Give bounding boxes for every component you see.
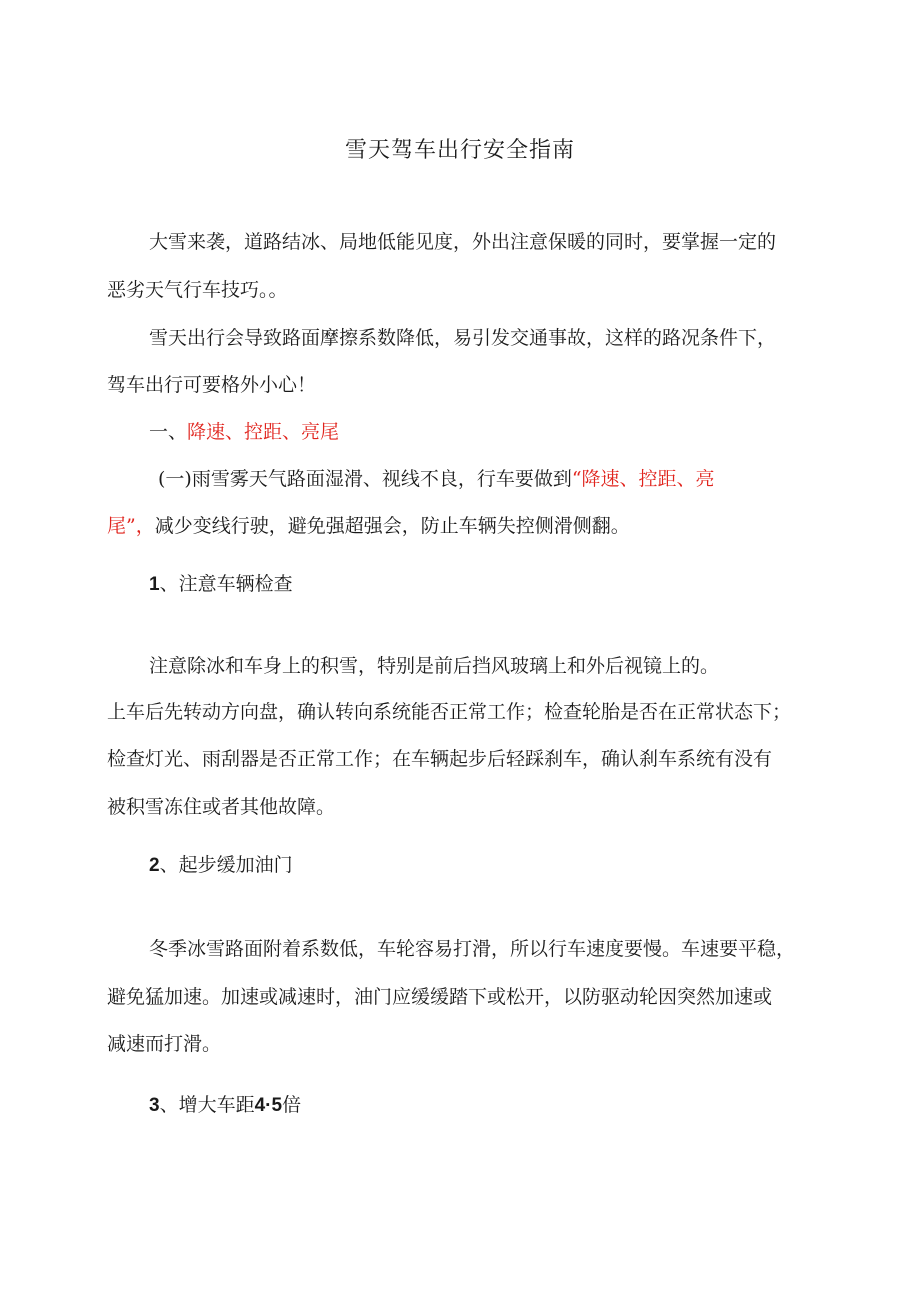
item1-heading (149, 572, 293, 597)
section1-prefix: 一、 (149, 421, 188, 443)
subsection1-lead: (一)雨雪雾天气路面湿滑、视线不良，行车要做到 (158, 468, 572, 490)
item2-para-line-1: 冬季冰雪路面附着系数低，车轮容易打滑，所以行车速度要慢。车速要平稳， (149, 938, 796, 960)
para2-line-2: 驾车出行可要格外小心！ (107, 374, 317, 396)
item3-title-a: 、增大车距 (159, 1094, 255, 1116)
item3-number: 3 (149, 1095, 160, 1116)
item1-para-line-1: 注意除冰和车身上的积雪，特别是前后挡风玻璃上和外后视镜上的。 (149, 655, 720, 677)
page-title: 雪天驾车出行安全指南 (344, 138, 575, 163)
item2-title: 、起步缓加油门 (159, 854, 293, 876)
item1-number: 1 (149, 574, 160, 595)
subsection1-line-1 (158, 467, 715, 491)
subsection1-rest: 减少变线行驶，避免强超强会，防止车辆失控侧滑侧翻。 (154, 515, 630, 537)
item2-para-line-2: 避免猛加速。加速或减速时，油门应缓缓踏下或松开，以防驱动轮因突然加速或 (107, 986, 773, 1008)
item1-para-line-2: 上车后先转动方向盘，确认转向系统能否正常工作；检查轮胎是否在正常状态下； (107, 701, 792, 723)
section1-heading (149, 420, 339, 444)
intro-line-1: 大雪来袭，道路结冰、局地低能见度，外出注意保暖的同时，要掌握一定的 (149, 231, 777, 253)
subsection1-line-2 (107, 514, 630, 538)
item3-multiplier: 4·5 (254, 1095, 283, 1116)
item2-number: 2 (149, 855, 160, 876)
item1-para-line-3: 检查灯光、雨刮器是否正常工作；在车辆起步后轻踩刹车，确认刹车系统有没有 (107, 748, 773, 770)
item3-heading (149, 1093, 301, 1118)
item1-para-line-4: 被积雪冻住或者其他故障。 (107, 796, 336, 818)
para2-line-1: 雪天出行会导致路面摩擦系数降低，易引发交通事故，这样的路况条件下， (149, 327, 777, 349)
item2-heading (149, 853, 293, 878)
item1-title: 、注意车辆检查 (159, 573, 293, 595)
section1-title: 降速、控距、亮尾 (187, 421, 340, 443)
item3-title-b: 倍 (282, 1094, 302, 1116)
intro-line-2: 恶劣天气行车技巧。。 (107, 279, 288, 301)
subsection1-highlight-1: “降速、控距、亮 (571, 468, 715, 490)
item2-para-line-3: 减速而打滑。 (107, 1033, 222, 1055)
subsection1-highlight-2: 尾”， (107, 515, 155, 537)
